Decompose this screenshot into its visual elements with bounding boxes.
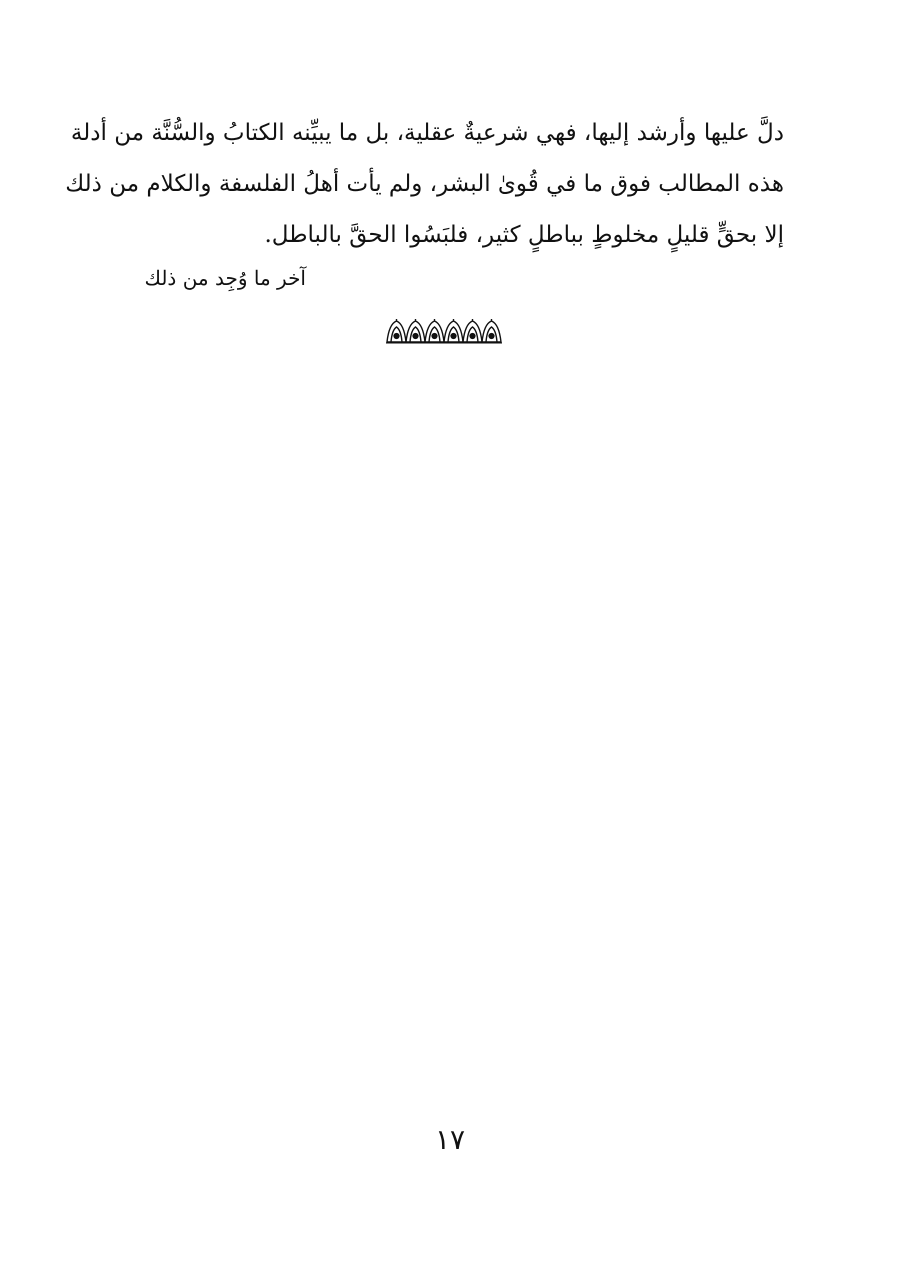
closing-note: آخر ما وُجِد من ذلك [144, 266, 306, 290]
paragraph-line-1: دلَّ عليها وأرشد إليها، فهي شرعيةٌ عقلية، بل ما يبيِّنه الكتابُ والسُّنَّة من أدلة [70, 120, 784, 146]
floral-divider-icon [385, 318, 503, 344]
paragraph-line-2: هذه المطالب فوق ما في قُوىٰ البشر، ولم يأت أهلُ الفلسفة والكلام من ذلك [65, 171, 784, 197]
paragraph-line-3: إلا بحقٍّ قليلٍ مخلوطٍ بباطلٍ كثير، فلبَسُوا الحقَّ بالباطل. [264, 222, 784, 248]
body-paragraph [65, 108, 784, 261]
page-number: ١٧ [434, 1123, 466, 1156]
